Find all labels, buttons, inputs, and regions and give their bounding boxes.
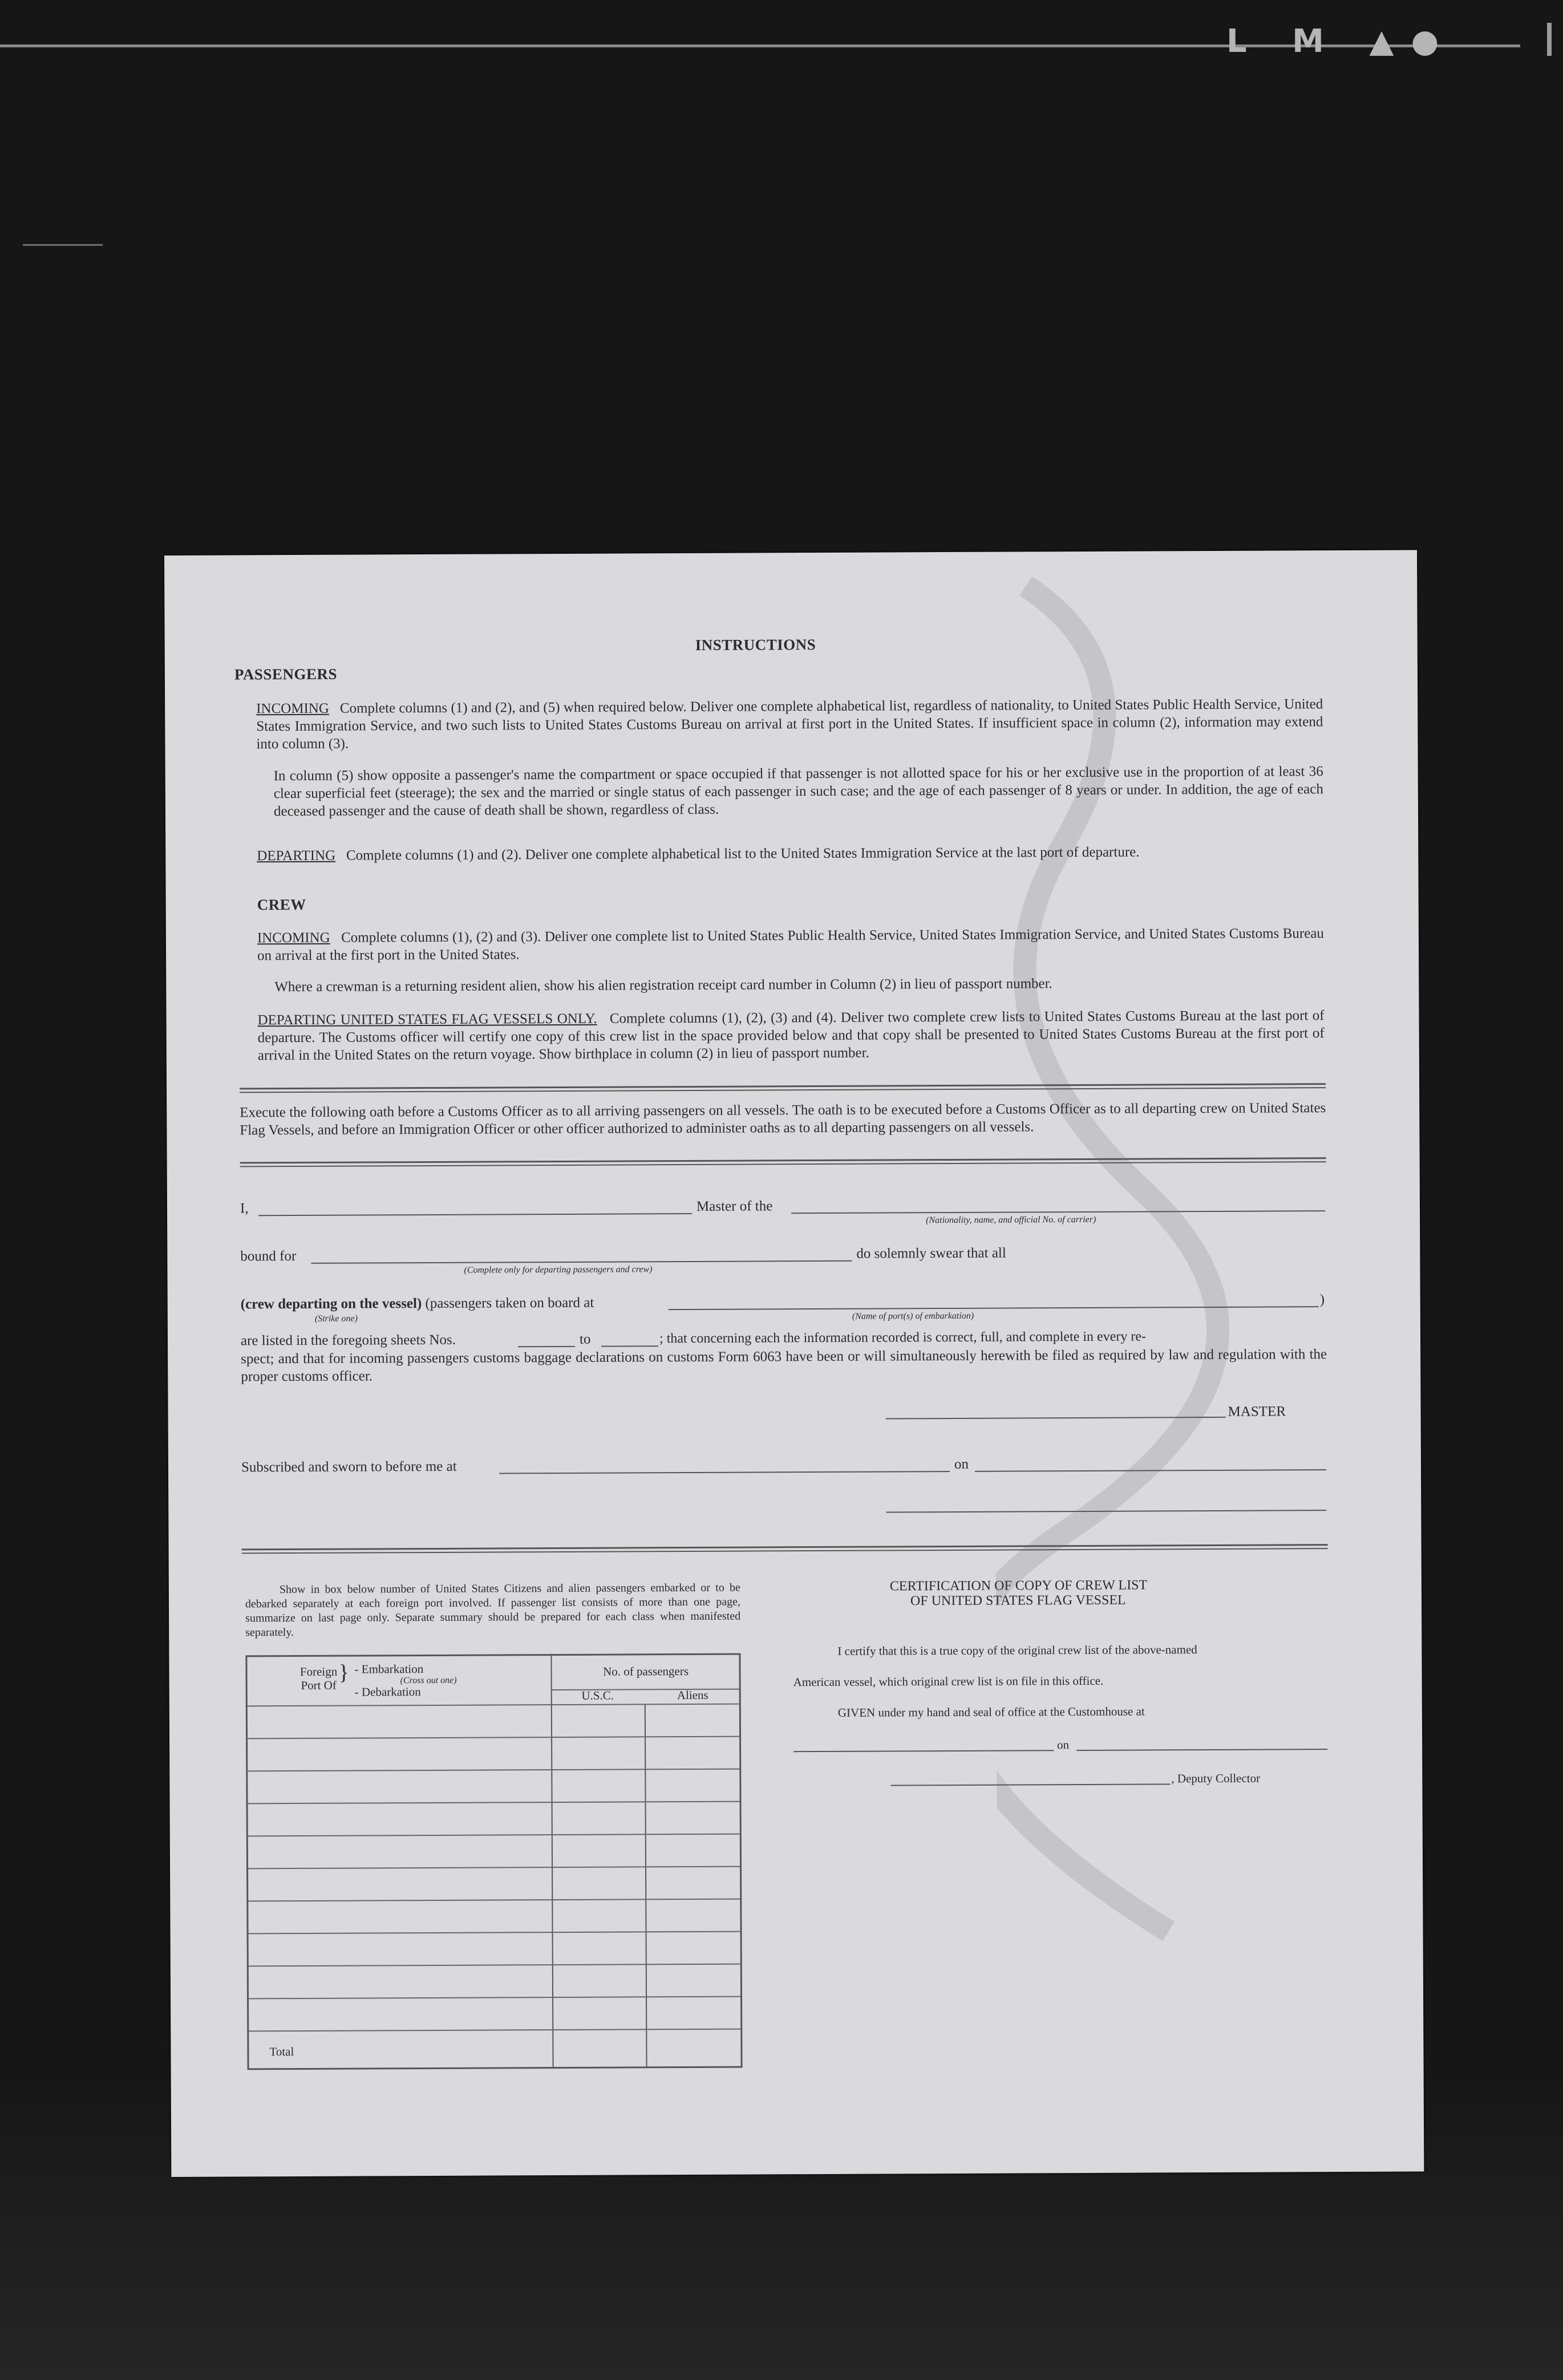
- summary-instructions: Show in box below number of United States Citizens and alien passengers embarked or to be debarked separately at each foreign port involved. If passenger list consists of more than one page, summarize on last page only. Separate summary should be prepared for each class when manifested separately.: [245, 1581, 741, 1639]
- subscribed-label: Subscribed and sworn to before me at: [241, 1458, 457, 1475]
- oath-i-label: I,: [240, 1201, 249, 1217]
- passengers-heading: PASSENGERS: [234, 665, 338, 683]
- ports-caption: (Name of port(s) of embarkation): [852, 1311, 974, 1321]
- instructions-title: INSTRUCTIONS: [695, 636, 816, 654]
- departing-flag-tag: DEPARTING UNITED STATES FLAG VESSELS ONLY.: [257, 1011, 597, 1028]
- passengers-incoming-text: Complete columns (1) and (2), and (5) when required below. Deliver one complete alphabetical list, regardless of nationality, to United States Public Health Service, United States Immigration Service, and two such lists to United States Customs Bureau on arrival at first port in the United States. If insufficient space in column (2), information may extend into column (3).: [256, 696, 1323, 752]
- oath-instructions: Execute the following oath before a Customs Officer as to all arriving passengers on all vessels. The oath is to be executed before a Customs Officer as to all departing crew on United States Flag Vessels, and before an Immigration Officer or other officer authorized to administer oaths as to all departing passengers on all vessels.: [240, 1100, 1326, 1138]
- film-corner-marks: L M ▲●: [1226, 23, 1456, 60]
- crew-departing: [257, 1007, 1324, 1064]
- film-scratch: [23, 244, 103, 246]
- master-label: MASTER: [1228, 1404, 1286, 1420]
- crew-heading: CREW: [257, 895, 306, 914]
- cert-text-1: I certify that this is a true copy of the original crew list of the above-named: [837, 1643, 1197, 1658]
- cert-title-1: CERTIFICATION OF COPY OF CREW LIST: [889, 1578, 1148, 1594]
- strike-one-options: [241, 1295, 594, 1313]
- sheet-to-label: to: [579, 1331, 591, 1347]
- master-name-field[interactable]: [258, 1213, 692, 1216]
- film-edge-mark: [1547, 23, 1552, 56]
- swear-label: do solemnly swear that all: [856, 1245, 1006, 1262]
- brace-glyph: }: [338, 1660, 349, 1685]
- foreign-port-label: Foreign Port Of: [299, 1664, 338, 1692]
- sheet-from-field[interactable]: [518, 1346, 575, 1347]
- bound-for-field[interactable]: [311, 1260, 852, 1264]
- close-paren: ): [1319, 1292, 1325, 1308]
- departing-tag: DEPARTING: [257, 848, 336, 864]
- strike-one-caption: (Strike one): [314, 1313, 358, 1324]
- aliens-header: Aliens: [677, 1688, 708, 1702]
- crew-departing-option[interactable]: (crew departing on the vessel): [240, 1296, 422, 1312]
- sworn-place-field[interactable]: [499, 1471, 950, 1474]
- crew-departing-text: Complete columns (1), (2), (3) and (4). Deliver two complete crew lists to United States Customs Bureau at the last port of departure. The Customs officer will certify one copy of this crew list in the space provided below and that copy shall be presented to United States Customs Bureau at the first port of arrival in the United States on the return voyage. Show birthplace in column (2) in lieu of passport number.: [257, 1008, 1325, 1064]
- incoming-tag: INCOMING: [257, 930, 330, 946]
- listed-sheets-text: ; that concerning each the information recorded is correct, full, and complete in every re-: [659, 1329, 1147, 1347]
- no-of-passengers-header: No. of passengers: [603, 1664, 689, 1678]
- passengers-column5: In column (5) show opposite a passenger's name the compartment or space occupied if that passenger is not allotted space for his or her exclusive use in the proportion of at least 36 clear superficial feet (steerage); the sex and the married or single status of each passenger in such case; and the age of each passenger of 8 years or under. In addition, the age of each deceased passenger and the cause of death shall be shown, regardless of class.: [273, 764, 1323, 820]
- sworn-on-label: on: [954, 1456, 969, 1472]
- deputy-collector-label: , Deputy Collector: [1171, 1771, 1261, 1786]
- form-page: [164, 550, 1424, 2177]
- passenger-summary-table: [245, 1653, 742, 2070]
- bound-for-label: bound for: [240, 1248, 297, 1264]
- passengers-incoming: [256, 695, 1323, 753]
- passengers-taken-option[interactable]: (passengers taken on board at: [425, 1295, 594, 1312]
- carrier-caption: (Nationality, name, and official No. of carrier): [926, 1214, 1096, 1226]
- master-of-label: Master of the: [696, 1198, 773, 1214]
- total-label: Total: [269, 2045, 294, 2059]
- cert-on-label: on: [1057, 1738, 1070, 1752]
- debarkation-option[interactable]: - Debarkation: [354, 1685, 421, 1699]
- cert-title-2: OF UNITED STATES FLAG VESSEL: [910, 1592, 1126, 1609]
- listed-sheets-text-cont: spect; and that for incoming passengers customs baggage declarations on customs Form 6063 have been or will simultaneously herewith be filed as required by law and regulation with the proper customs officer.: [241, 1347, 1327, 1385]
- crew-resident-alien: Where a crewman is a returning resident alien, show his alien registration receipt card number in Column (2) in lieu of passport number.: [274, 976, 1052, 995]
- sheet-to-field[interactable]: [601, 1345, 658, 1347]
- usc-header: U.S.C.: [581, 1688, 614, 1702]
- cross-out-caption: (Cross out one): [400, 1675, 457, 1686]
- crew-incoming-text: Complete columns (1), (2) and (3). Deliver one complete list to United States Public Health Service, United States Immigration Service, and United States Customs Bureau on arrival at the first port in the United States.: [257, 926, 1324, 964]
- crew-incoming: [257, 925, 1324, 964]
- incoming-tag: INCOMING: [256, 700, 330, 717]
- cert-given-text: GIVEN under my hand and seal of office at the Customhouse at: [837, 1704, 1145, 1720]
- embarkation-option[interactable]: - Embarkation: [354, 1662, 424, 1676]
- bound-for-caption: (Complete only for departing passengers and crew): [464, 1264, 653, 1275]
- listed-sheets-label: are listed in the foregoing sheets Nos.: [240, 1332, 456, 1349]
- cert-text-2: American vessel, which original crew list is on file in this office.: [793, 1673, 1104, 1689]
- passengers-departing-text: Complete columns (1) and (2). Deliver one complete alphabetical list to the United States Immigration Service at the last port of departure.: [346, 844, 1140, 863]
